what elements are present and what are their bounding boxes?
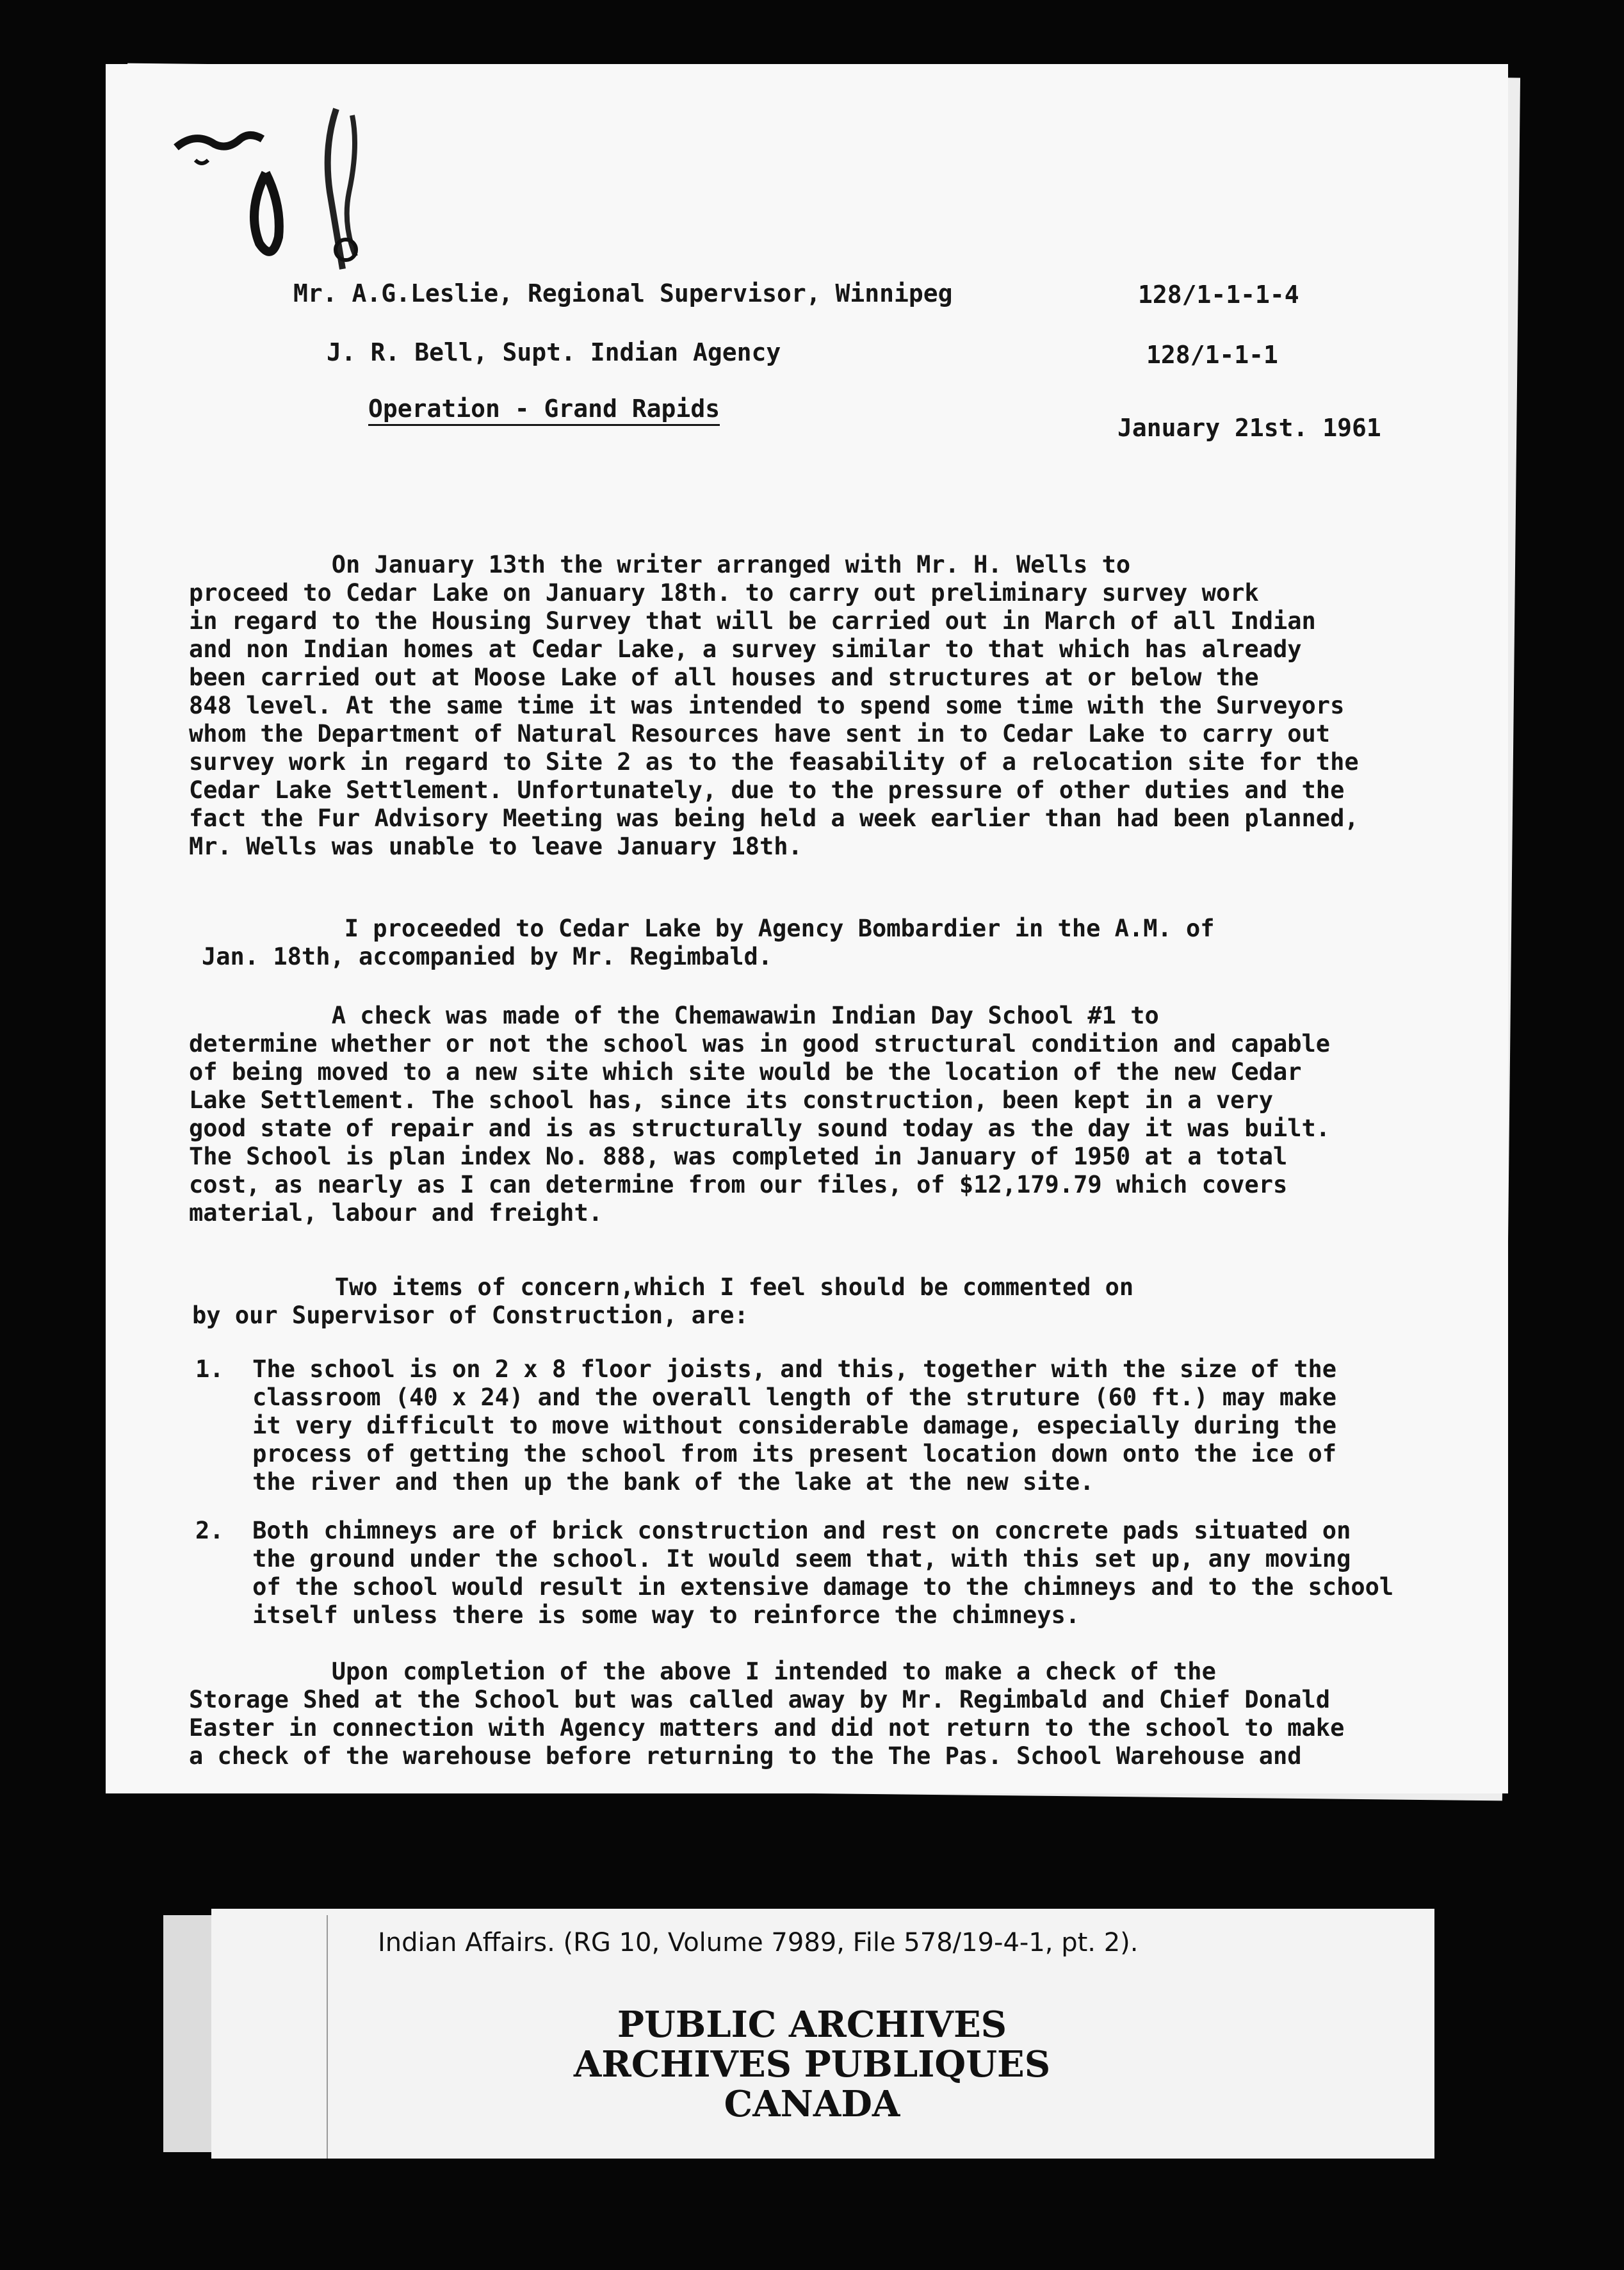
- memo-subject: Operation - Grand Rapids: [368, 395, 720, 426]
- archive-country: CANADA: [724, 2083, 900, 2125]
- memo-list-item: 2. Both chimneys are of brick construction and rest on concrete pads situated on the ground under the school. It would seem that, with this set up, any moving of the school would result in extensive damage to the chimneys and to the school itself unless there is some way to reinforce the chimneys.: [195, 1517, 1394, 1629]
- archive-name-english: PUBLIC ARCHIVES: [617, 2004, 1007, 2046]
- memo-from: J. R. Bell, Supt. Indian Agency: [327, 338, 781, 366]
- memo-paragraph: On January 13th the writer arranged with Mr. H. Wells to proceed to Cedar Lake on January 18th. to carry out preliminary survey work in regard to the Housing Survey that will be carried out in March of all Indian and non Indian homes at Cedar Lake, a survey similar to that which has already been carried out at Moose Lake of all houses and structures at or below the 848 level. At the same time it was intended to spend some time with the Surveyors whom the Department of Natural Resources have sent in to Cedar Lake to carry out survey work in regard to Site 2 as to the feasability of a relocation site for the Cedar Lake Settlement. Unfortunately, due to the pressure of other duties and the fact the Fur Advisory Meeting was being held a week earlier than had been planned, Mr. Wells was unable to leave January 18th.: [189, 551, 1359, 860]
- memo-page: [106, 64, 1508, 1793]
- memo-from-file-number: 128/1-1-1: [1146, 341, 1278, 369]
- memo-paragraph: A check was made of the Chemawawin Indian Day School #1 to determine whether or not the school was in good structural condition and capable of being moved to a new site which site would be the location of the new Cedar Lake Settlement. The school has, since its construction, been kept in a very good state of repair and is as structurally sound today as the day it was built. The School is plan index No. 888, was completed in January of 1950 at a total cost, as nearly as I can determine from our files, of $12,179.79 which covers material, labour and freight.: [189, 1002, 1331, 1227]
- archive-citation: Indian Affairs. (RG 10, Volume 7989, File 578/19-4-1, pt. 2).: [378, 1928, 1139, 1957]
- memo-paragraph: I proceeded to Cedar Lake by Agency Bombardier in the A.M. of Jan. 18th, accompanied by Mr. Regimbald.: [202, 915, 1215, 970]
- memo-list-item: 1. The school is on 2 x 8 floor joists, and this, together with the size of the classroom (40 x 24) and the overall length of the struture (60 ft.) may make it very difficult to move without considerable damage, especially during the process of getting the school from its present location down onto the ice of the river and then up the bank of the lake at the new site.: [195, 1355, 1337, 1496]
- memo-to: Mr. A.G.Leslie, Regional Supervisor, Winnipeg: [293, 279, 953, 307]
- handwritten-mark: [170, 90, 375, 282]
- archive-name-french: ARCHIVES PUBLIQUES: [573, 2043, 1051, 2086]
- memo-paragraph: Two items of concern,which I feel should be commented on by our Supervisor of Construction, are:: [192, 1273, 1134, 1329]
- memo-date: January 21st. 1961: [1117, 414, 1381, 442]
- memo-to-file-number: 128/1-1-1-4: [1138, 281, 1299, 309]
- memo-paragraph: Upon completion of the above I intended to make a check of the Storage Shed at the School but was called away by Mr. Regimbald and Chief Donald Easter in connection with Agency matters and did not return to the school to make a check of the warehouse before returning to the The Pas. School Warehouse and: [189, 1658, 1345, 1770]
